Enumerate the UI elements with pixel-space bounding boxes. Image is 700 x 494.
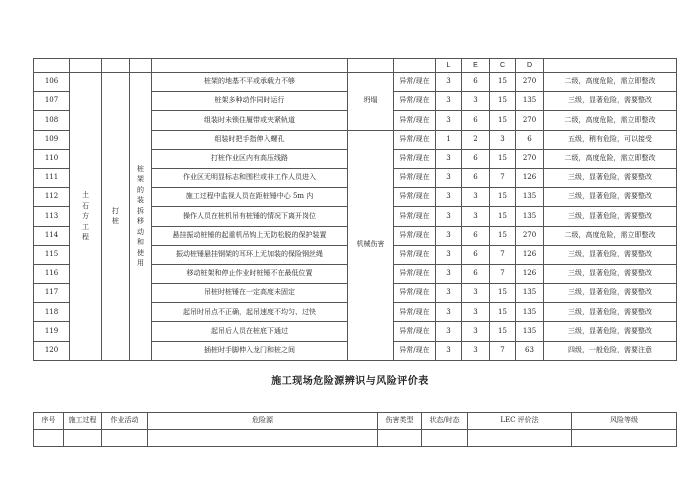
state-cell: 异常/现在 [394, 245, 436, 264]
d-value: 135 [516, 207, 544, 226]
row-number: 110 [34, 149, 70, 168]
row-number: 108 [34, 111, 70, 130]
risk-level-cell: 二级，高度危险，需立即整改 [544, 149, 677, 168]
d-value: 135 [516, 303, 544, 322]
e-value: 3 [462, 207, 490, 226]
col-risk-level: 风险等级 [572, 413, 677, 430]
header-row [34, 59, 677, 73]
continuation-row [34, 430, 677, 447]
hazard-cell: 组装时未锁住履带或夹紧轨道 [152, 111, 348, 130]
row-number: 118 [34, 303, 70, 322]
row-number: 115 [34, 245, 70, 264]
e-value: 6 [462, 149, 490, 168]
hazard-cell: 操作人员在桩机吊有桩锤的情况下离开岗位 [152, 207, 348, 226]
state-cell: 异常/现在 [394, 92, 436, 111]
state-cell: 异常/现在 [394, 303, 436, 322]
hazard-cell: 桩架多种动作同时运行 [152, 92, 348, 111]
row-number: 111 [34, 168, 70, 187]
c-value: 3 [490, 130, 516, 149]
d-value: 126 [516, 264, 544, 283]
hazard-cell: 吊桩时桩锤在一定高度未固定 [152, 284, 348, 303]
c-value: 15 [490, 207, 516, 226]
row-number: 117 [34, 284, 70, 303]
risk-level-cell: 二级，高度危险，需立即整改 [544, 111, 677, 130]
risk-level-cell: 三级，显著危险，需要整改 [544, 245, 677, 264]
l-value: 3 [436, 322, 462, 341]
c-value: 15 [490, 111, 516, 130]
hazard-cell: 桩架的地基不平或承载力不够 [152, 73, 348, 92]
state-cell: 异常/现在 [394, 226, 436, 245]
harm-type-cell: 坍塌 [348, 73, 394, 131]
hazard-cell: 起吊时吊点不正确，起吊速度不均匀、过快 [152, 303, 348, 322]
hazard-cell: 施工过程中监视人员在距桩锤中心 5m 内 [152, 188, 348, 207]
e-value: 6 [462, 245, 490, 264]
l-value: 3 [436, 92, 462, 111]
d-value: 135 [516, 188, 544, 207]
column-header-row [34, 413, 677, 430]
risk-level-cell: 三级，显著危险，需要整改 [544, 188, 677, 207]
hazard-cell: 悬挂振动桩锤的起重机吊钩上无防松脱的保护装置 [152, 226, 348, 245]
risk-level-cell: 三级，显著危险，需要整改 [544, 92, 677, 111]
header-D: D [516, 59, 544, 73]
c-value: 15 [490, 188, 516, 207]
d-value: 270 [516, 226, 544, 245]
c-value: 15 [490, 226, 516, 245]
l-value: 3 [436, 207, 462, 226]
row-number: 113 [34, 207, 70, 226]
l-value: 3 [436, 111, 462, 130]
l-value: 3 [436, 149, 462, 168]
row-number: 119 [34, 322, 70, 341]
c-value: 7 [490, 168, 516, 187]
e-value: 3 [462, 92, 490, 111]
l-value: 3 [436, 284, 462, 303]
row-number: 109 [34, 130, 70, 149]
d-value: 135 [516, 284, 544, 303]
header-table [33, 412, 677, 447]
state-cell: 异常/现在 [394, 322, 436, 341]
e-value: 6 [462, 73, 490, 92]
risk-level-cell: 三级，显著危险，需要整改 [544, 284, 677, 303]
c-value: 15 [490, 73, 516, 92]
l-value: 3 [436, 264, 462, 283]
d-value: 270 [516, 149, 544, 168]
row-number: 116 [34, 264, 70, 283]
e-value: 3 [462, 341, 490, 360]
e-value: 6 [462, 168, 490, 187]
c-value: 15 [490, 92, 516, 111]
table-row [34, 73, 677, 92]
c-value: 7 [490, 264, 516, 283]
l-value: 3 [436, 303, 462, 322]
col-state: 状态/时态 [422, 413, 468, 430]
e-value: 3 [462, 284, 490, 303]
row-number: 107 [34, 92, 70, 111]
row-number: 114 [34, 226, 70, 245]
state-cell: 异常/现在 [394, 73, 436, 92]
state-cell: 异常/现在 [394, 130, 436, 149]
risk-level-cell: 三级，显著危险，需要整改 [544, 303, 677, 322]
subprocess-cell: 打 桩 [102, 73, 130, 361]
state-cell: 异常/现在 [394, 341, 436, 360]
state-cell: 异常/现在 [394, 207, 436, 226]
harm-type-cell: 机械伤害 [348, 130, 394, 360]
l-value: 3 [436, 245, 462, 264]
l-value: 3 [436, 73, 462, 92]
row-number: 106 [34, 73, 70, 92]
e-value: 6 [462, 264, 490, 283]
l-value: 3 [436, 188, 462, 207]
e-value: 2 [462, 130, 490, 149]
risk-level-cell: 三级，显著危险，需要整改 [544, 168, 677, 187]
d-value: 126 [516, 168, 544, 187]
state-cell: 异常/现在 [394, 264, 436, 283]
state-cell: 异常/现在 [394, 111, 436, 130]
d-value: 126 [516, 245, 544, 264]
risk-level-cell: 三级，显著危险，需要整改 [544, 207, 677, 226]
state-cell: 异常/现在 [394, 188, 436, 207]
d-value: 6 [516, 130, 544, 149]
page-title: 施工现场危险源辨识与风险评价表 [271, 376, 429, 387]
l-value: 3 [436, 341, 462, 360]
header-C: C [490, 59, 516, 73]
col-process: 施工过程 [64, 413, 102, 430]
activity-cell: 桩 架 的 装 拆 移 动 和 使 用 [130, 73, 152, 361]
col-no: 序号 [34, 413, 64, 430]
hazard-cell: 打桩作业区内有高压线路 [152, 149, 348, 168]
risk-level-cell: 三级，显著危险，需要整改 [544, 322, 677, 341]
header-E: E [462, 59, 490, 73]
d-value: 63 [516, 341, 544, 360]
state-cell: 异常/现在 [394, 284, 436, 303]
d-value: 270 [516, 73, 544, 92]
hazard-cell: 组装时把手指伸入螺孔 [152, 130, 348, 149]
c-value: 7 [490, 245, 516, 264]
hazard-cell: 移动桩架和停止作业时桩锤不在最低位置 [152, 264, 348, 283]
e-value: 3 [462, 188, 490, 207]
risk-level-cell: 四级，一般危险，需要注意 [544, 341, 677, 360]
col-activity: 作业活动 [102, 413, 148, 430]
l-value: 3 [436, 226, 462, 245]
d-value: 135 [516, 322, 544, 341]
c-value: 7 [490, 341, 516, 360]
hazard-cell: 振动桩锤悬挂钢架的耳环上无加装的保险钢丝绳 [152, 245, 348, 264]
l-value: 1 [436, 130, 462, 149]
c-value: 15 [490, 284, 516, 303]
e-value: 3 [462, 322, 490, 341]
risk-level-cell: 二级，高度危险，需立即整改 [544, 226, 677, 245]
c-value: 15 [490, 303, 516, 322]
hazard-table [33, 58, 677, 361]
risk-level-cell: 二级，高度危险，需立即整改 [544, 73, 677, 92]
e-value: 6 [462, 111, 490, 130]
c-value: 15 [490, 322, 516, 341]
process-cell: 土 石 方 工 程 [70, 73, 102, 361]
l-value: 3 [436, 168, 462, 187]
row-number: 120 [34, 341, 70, 360]
e-value: 3 [462, 303, 490, 322]
c-value: 15 [490, 149, 516, 168]
state-cell: 异常/现在 [394, 168, 436, 187]
row-number: 112 [34, 188, 70, 207]
risk-level-cell: 三级，显著危险，需要整改 [544, 264, 677, 283]
state-cell: 异常/现在 [394, 149, 436, 168]
col-lec: LEC 评价法 [468, 413, 572, 430]
e-value: 6 [462, 226, 490, 245]
hazard-cell: 插桩时手脚伸入龙门和桩之间 [152, 341, 348, 360]
d-value: 135 [516, 92, 544, 111]
col-hazard: 危险源 [148, 413, 378, 430]
d-value: 270 [516, 111, 544, 130]
hazard-cell: 作业区无明显标志和围栏或非工作人员进入 [152, 168, 348, 187]
col-harm-type: 伤害类型 [378, 413, 422, 430]
hazard-cell: 起吊后人员在桩底下通过 [152, 322, 348, 341]
header-L: L [436, 59, 462, 73]
risk-level-cell: 五级，稍有危险，可以接受 [544, 130, 677, 149]
